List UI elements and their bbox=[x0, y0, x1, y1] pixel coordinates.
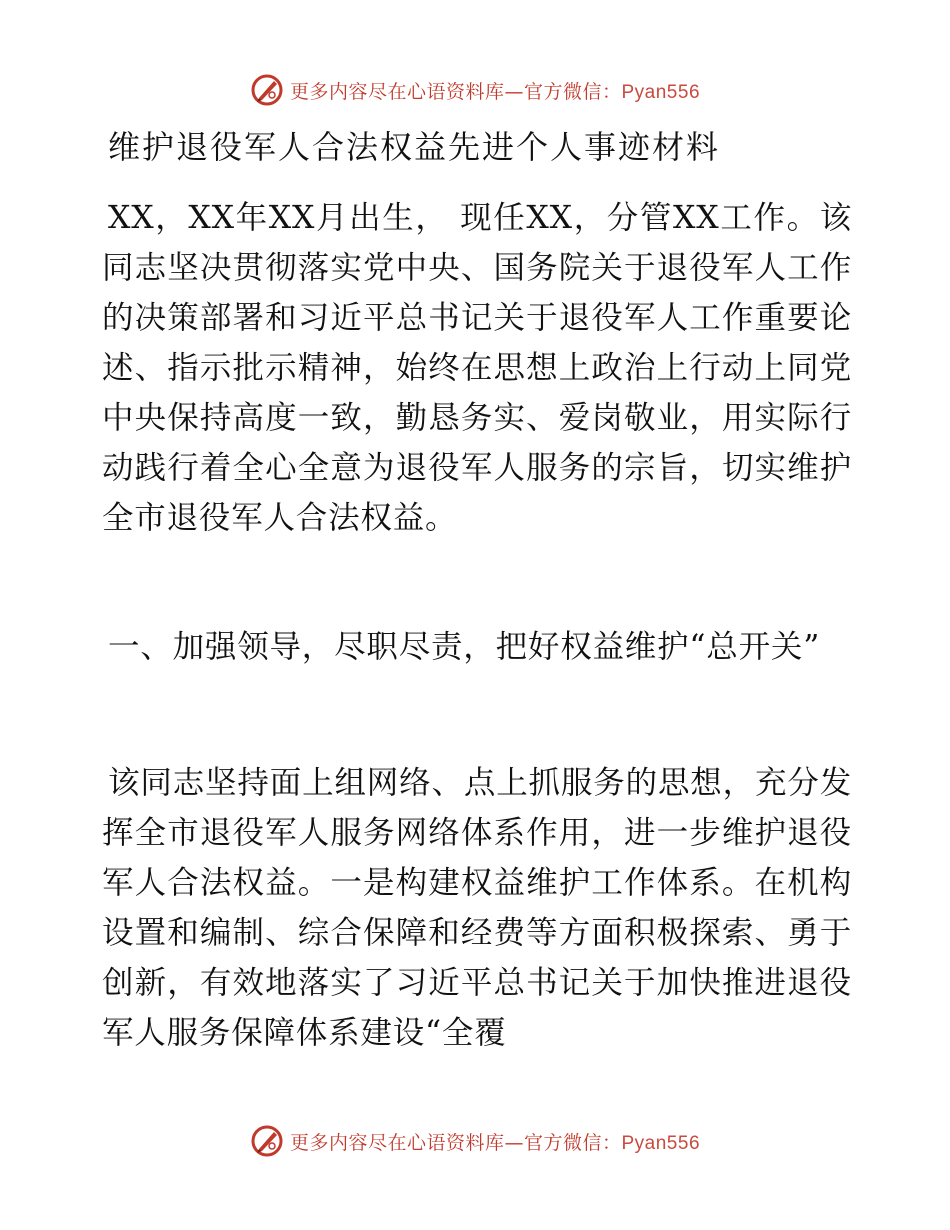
watermark-id: Pyan556 bbox=[621, 1132, 701, 1154]
watermark-banner-bottom bbox=[0, 1121, 950, 1161]
watermark-banner-top bbox=[0, 70, 950, 110]
watermark-text bbox=[290, 77, 700, 104]
paragraph-section-1: 该同志坚持面上组网络、点上抓服务的思想，充分发挥全市退役军人服务网络体系作用，进一步维护退役军人合法权益。一是构建权益维护工作体系。在机构设置和编制、综合保障和经费等方面积极探索、勇于创新，有效地落实了习近平总书记关于加快推进退役军人服务保障体系建设“全覆 bbox=[102, 765, 852, 1051]
watermark-main: 更多内容尽在心语资料库 bbox=[289, 80, 505, 103]
pen-feather-circle-icon bbox=[250, 73, 284, 107]
watermark-label: 官方微信： bbox=[523, 1131, 622, 1154]
watermark-main: 更多内容尽在心语资料库 bbox=[289, 1131, 505, 1154]
watermark-id: Pyan556 bbox=[621, 81, 701, 103]
watermark-separator: — bbox=[504, 80, 524, 103]
document-title: 维护退役军人合法权益先进个人事迹材料 bbox=[108, 128, 721, 166]
watermark-label: 官方微信： bbox=[523, 80, 622, 103]
watermark-text bbox=[290, 1128, 700, 1155]
pen-feather-circle-icon bbox=[250, 1124, 284, 1158]
watermark-separator: — bbox=[504, 1131, 524, 1154]
section-heading-1: 一、加强领导，尽职尽责，把好权益维护“总开关” bbox=[108, 629, 821, 665]
paragraph-intro: XX，XX年XX月出生， 现任XX，分管XX工作。该同志坚决贯彻落实党中央、国务院关于退役军人工作的决策部署和习近平总书记关于退役军人工作重要论述、指示批示精神，始终在思想上政治上行动上同党中央保持高度一致，勤恳务实、爱岗敬业，用实际行动践行着全心全意为退役军人服务的宗旨，切实维护全市退役军人合法权益。 bbox=[102, 200, 852, 536]
